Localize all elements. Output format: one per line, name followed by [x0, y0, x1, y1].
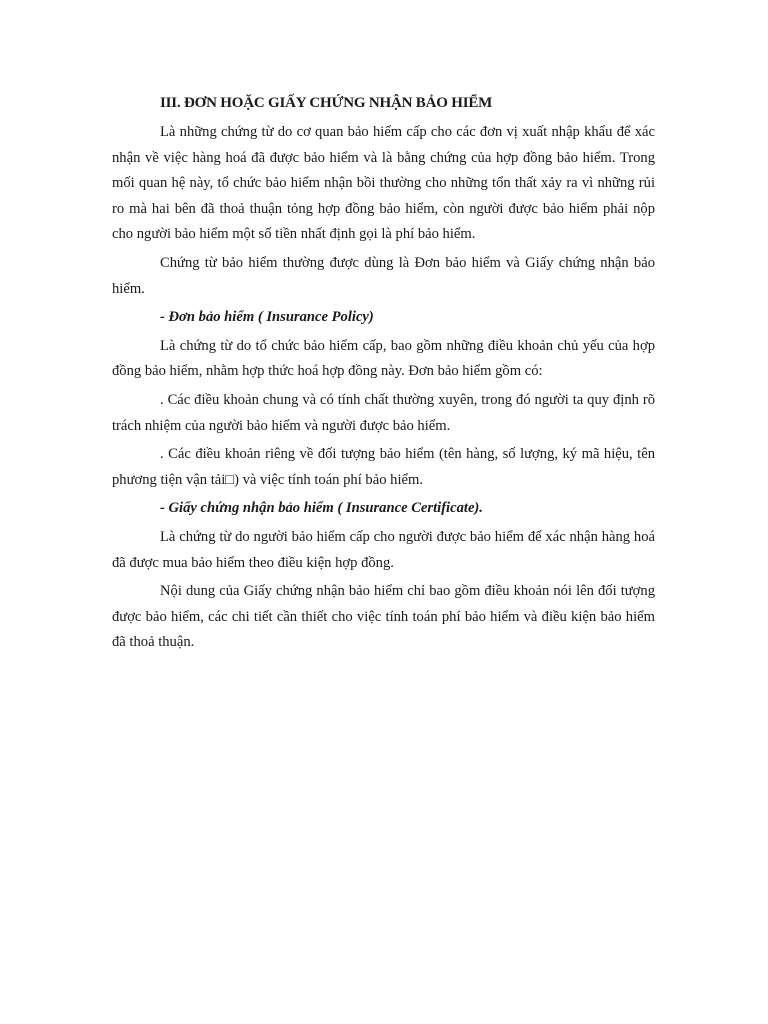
section-title: III. ĐƠN HOẶC GIẤY CHỨNG NHẬN BẢO HIỂM: [160, 95, 493, 111]
certificate-paragraph-1: Là chứng từ do người bảo hiểm cấp cho người được bảo hiểm để xác nhận hàng hoá đã được mua bảo hiểm theo điều kiện hợp đồng.: [112, 528, 655, 571]
certificate-heading: - Giấy chứng nhận bảo hiểm ( Insurance Certificate).: [160, 500, 483, 517]
certificate-paragraph-2: Nội dung của Giấy chứng nhận bảo hiểm chỉ bao gồm điều khoản nói lên đối tượng được bảo hiểm, các chi tiết cần thiết cho việc tính toán phí bảo hiểm và điều kiện bảo hiểm đã thoả thuận.: [112, 583, 655, 651]
intro-paragraph-2: Chứng từ bảo hiểm thường được dùng là Đơn bảo hiểm và Giấy chứng nhận bảo hiểm.: [112, 254, 655, 297]
policy-item-2: . Các điều khoản riêng về đối tượng bảo hiểm (tên hàng, số lượng, ký mã hiệu, tên phương tiện vận tải□) và việc tính toán phí bảo hiểm.: [112, 446, 655, 488]
policy-paragraph: Là chứng từ do tổ chức bảo hiểm cấp, bao gồm những điều khoản chủ yếu của hợp đồng bảo hiểm, nhằm hợp thức hoá hợp đồng này. Đơn bảo hiểm gồm có:: [112, 337, 655, 380]
document-page: [112, 92, 655, 659]
policy-item-1: . Các điều khoản chung và có tính chất thường xuyên, trong đó người ta quy định rõ trách nhiệm của người bảo hiểm và người được bảo hiểm.: [112, 391, 655, 434]
intro-paragraph-1: Là những chứng từ do cơ quan bảo hiểm cấp cho các đơn vị xuất nhập khẩu để xác nhận về việc hàng hoá đã được bảo hiểm và là bằng chứng của hợp đồng bảo hiểm. Trong mối quan hệ này, tổ chức bảo hiểm nhận bồi thường cho những tổn thất xảy ra vì những rủi ro mà hai bên đã thoả thuận tỏng hợp đồng bảo hiểm, còn người được bảo hiểm phải nộp cho người bảo hiểm một số tiền nhất định gọi là phí bảo hiểm.: [112, 124, 655, 243]
policy-heading: - Đơn bảo hiểm ( Insurance Policy): [160, 309, 374, 326]
